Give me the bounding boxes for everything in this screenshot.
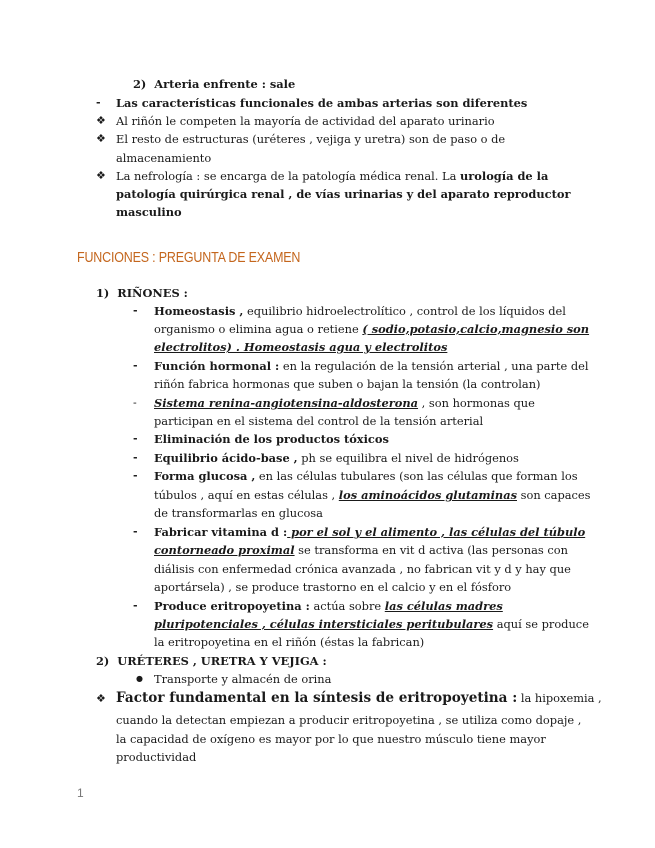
section-heading: FUNCIONES : PREGUNTA DE EXAMEN bbox=[77, 250, 301, 266]
item-2-arteria: 2) Arteria enfrente : sale bbox=[133, 77, 296, 91]
eritropoyetina-item: Produce eritropoyetina : actúa sobre las células madres bbox=[154, 599, 503, 613]
sub-dash-bullet: - bbox=[133, 396, 137, 409]
factor-item: Factor fundamental en la síntesis de eritropoyetina : la hipoxemia , bbox=[116, 690, 602, 706]
glucosa-line2: túbulos , aquí en estas células , los aminoácidos glutaminas son capaces bbox=[154, 488, 591, 502]
vitamina-d-line2: contorneado proximal se transforma en vit d activa (las personas con bbox=[154, 543, 568, 557]
factor-line3: la capacidad de oxígeno es mayor por lo que nuestro músculo tiene mayor bbox=[116, 732, 546, 746]
diamond-bullet-icon: ❖ bbox=[96, 132, 106, 145]
renina-item: Sistema renina-angiotensina-aldosterona , son hormonas que bbox=[154, 396, 535, 410]
dash-bullet: - bbox=[133, 359, 138, 372]
dash-bullet: - bbox=[133, 304, 138, 317]
ureteres-item: Transporte y almacén de orina bbox=[154, 672, 332, 686]
toxicos-item: Eliminación de los productos tóxicos bbox=[154, 432, 389, 446]
bullet-estructuras-cont: almacenamiento bbox=[116, 151, 212, 165]
dash-bullet: - bbox=[96, 96, 101, 109]
ureteres-title: 2) URÉTERES , URETRA Y VEJIGA : bbox=[96, 654, 327, 668]
vitamina-d-line4: aportársela) , se produce trastorno en el calcio y en el fósforo bbox=[154, 580, 512, 594]
homeostasis-item: Homeostasis , equilibrio hidroelectrolítico , control de los líquidos del bbox=[154, 304, 566, 318]
factor-line4: productividad bbox=[116, 750, 197, 764]
dash-bullet: - bbox=[133, 451, 138, 464]
bullet-nefrologia-cont: patología quirúrgica renal , de vías urinarias y del aparato reproductor bbox=[116, 187, 571, 201]
homeostasis-line3: electrolitos) . Homeostasis agua y electrolitos bbox=[154, 340, 448, 354]
bullet-dot-icon: ● bbox=[136, 674, 143, 683]
dash-bullet: - bbox=[133, 525, 138, 538]
funcion-hormonal-item: Función hormonal : en la regulación de la tensión arterial , una parte del bbox=[154, 359, 589, 373]
page-number: 1 bbox=[77, 786, 84, 800]
factor-line2: cuando la detectan empiezan a producir eritropoyetina , se utiliza como dopaje , bbox=[116, 713, 582, 727]
renina-line2: participan en el sistema del control de la tensión arterial bbox=[154, 414, 484, 428]
glucosa-item: Forma glucosa , en las células tubulares (son las células que forman los bbox=[154, 469, 578, 483]
dash-bullet: - bbox=[133, 469, 138, 482]
diamond-bullet-icon: ❖ bbox=[96, 114, 106, 127]
funcion-hormonal-line2: riñón fabrica hormonas que suben o bajan la tensión (la controlan) bbox=[154, 377, 541, 391]
bullet-nefrologia-cont2: masculino bbox=[116, 205, 182, 219]
glucosa-line3: de transformarlas en glucosa bbox=[154, 506, 323, 520]
bullet-nefrologia: La nefrología : se encarga de la patología médica renal. La urología de la bbox=[116, 169, 549, 183]
eritropoyetina-line2: pluripotenciales , células intersticiales peritubulares aquí se produce bbox=[154, 617, 589, 631]
dash-bullet: - bbox=[133, 432, 138, 445]
rinones-title: 1) RIÑONES : bbox=[96, 286, 188, 300]
bullet-estructuras: El resto de estructuras (uréteres , vejiga y uretra) son de paso o de bbox=[116, 132, 506, 146]
homeostasis-line2: organismo o elimina agua o retiene ( sodio,potasio,calcio,magnesio son bbox=[154, 322, 590, 336]
acido-base-item: Equilibrio ácido-base , ph se equilibra el nivel de hidrógenos bbox=[154, 451, 519, 465]
bullet-funcionales: Las características funcionales de ambas arterias son diferentes bbox=[116, 96, 528, 110]
vitamina-d-line3: diálisis con enfermedad crónica avanzada , no fabrican vit y d y hay que bbox=[154, 562, 571, 576]
eritropoyetina-line3: la eritropoyetina en el riñón (éstas la fabrican) bbox=[154, 635, 425, 649]
bullet-rinon-actividad: Al riñón le competen la mayoría de actividad del aparato urinario bbox=[116, 114, 495, 128]
vitamina-d-item: Fabricar vitamina d : por el sol y el alimento , las células del túbulo bbox=[154, 525, 586, 539]
diamond-bullet-icon: ❖ bbox=[96, 692, 106, 705]
diamond-bullet-icon: ❖ bbox=[96, 169, 106, 182]
dash-bullet: - bbox=[133, 599, 138, 612]
